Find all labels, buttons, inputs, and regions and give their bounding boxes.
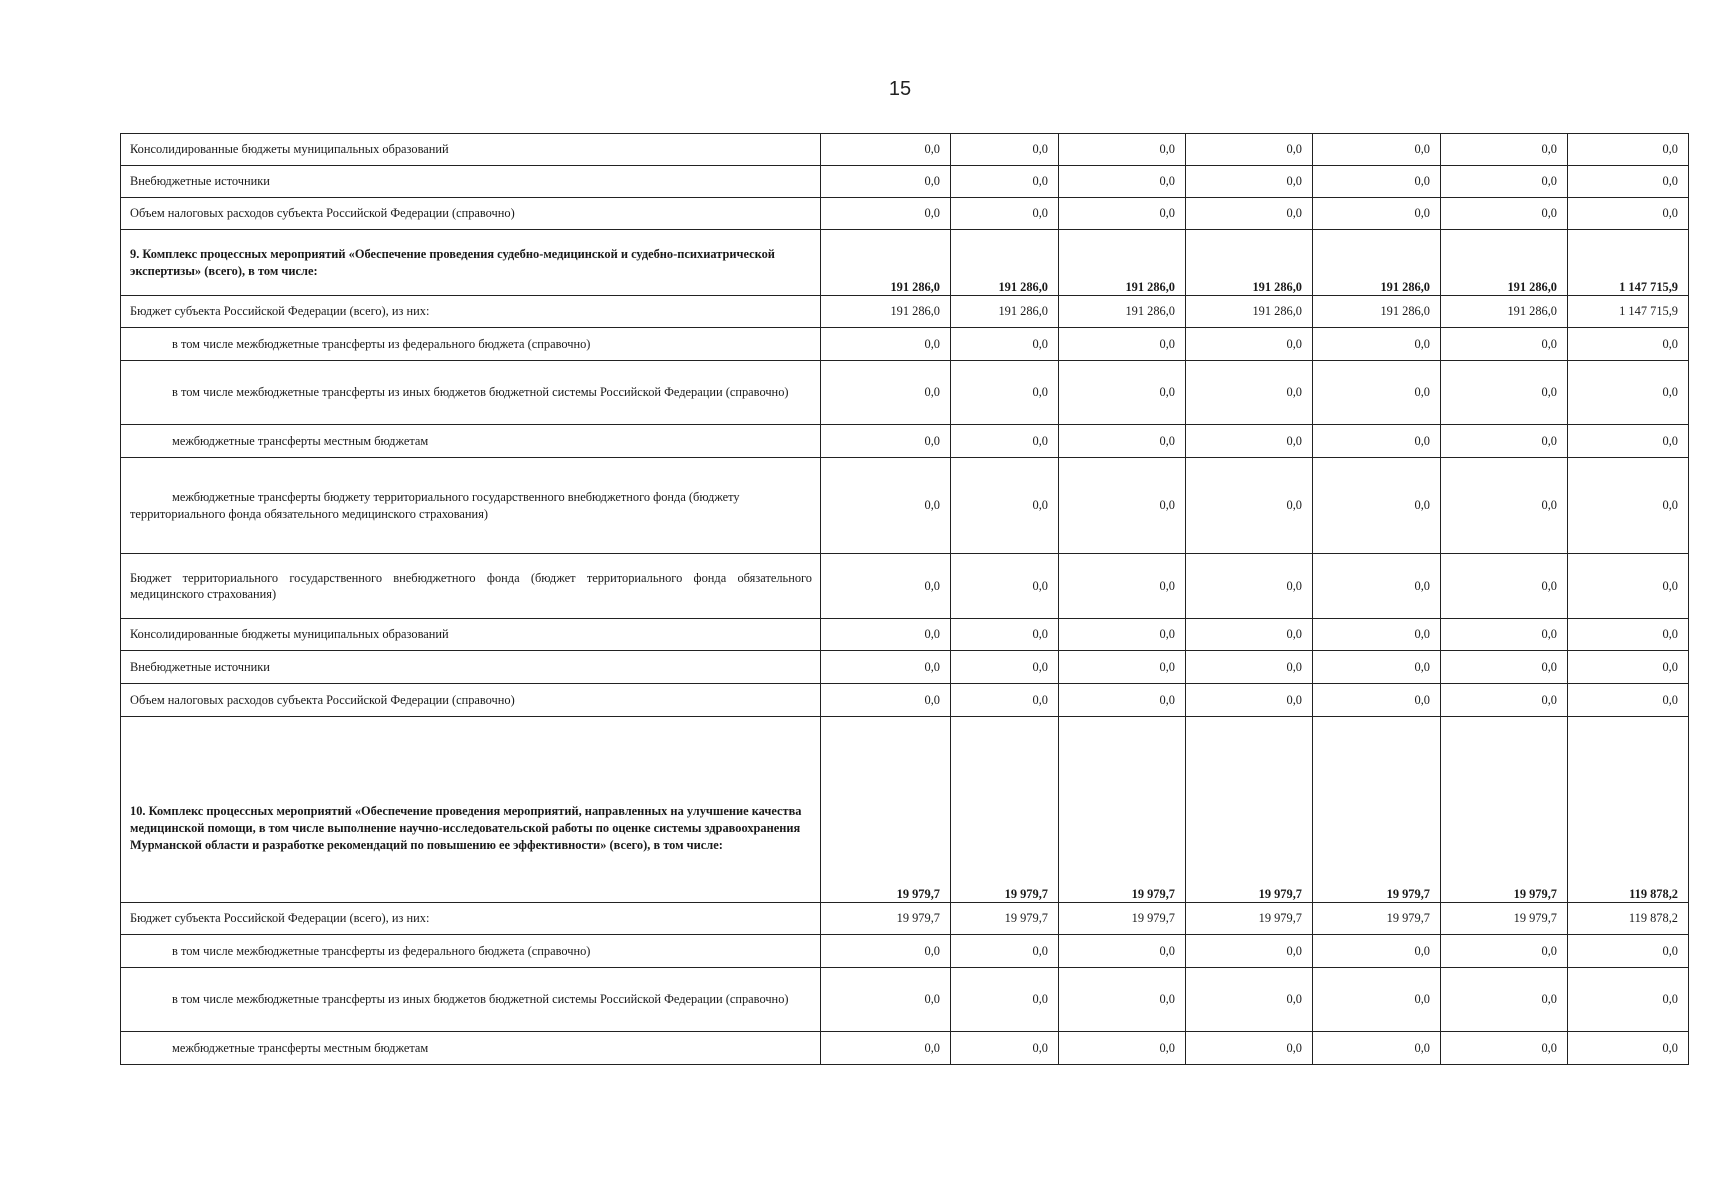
table-row	[121, 903, 1689, 935]
table-row	[121, 134, 1689, 166]
row-value: 0,0	[1186, 458, 1313, 554]
row-value: 19 979,7	[1441, 903, 1568, 935]
row-value: 0,0	[821, 968, 951, 1032]
row-value: 0,0	[1441, 619, 1568, 651]
row-total: 0,0	[1568, 684, 1689, 717]
row-value: 19 979,7	[1059, 717, 1186, 903]
row-value: 0,0	[951, 554, 1059, 619]
row-value: 0,0	[951, 328, 1059, 361]
row-value: 0,0	[1313, 684, 1441, 717]
table-row	[121, 684, 1689, 717]
row-value: 0,0	[951, 935, 1059, 968]
row-label: Консолидированные бюджеты муниципальных образований	[121, 134, 821, 166]
row-label: Консолидированные бюджеты муниципальных образований	[121, 619, 821, 651]
row-total: 119 878,2	[1568, 903, 1689, 935]
row-value: 191 286,0	[1441, 296, 1568, 328]
row-label: Бюджет субъекта Российской Федерации (всего), из них:	[121, 903, 821, 935]
row-value: 0,0	[821, 1032, 951, 1065]
row-value: 0,0	[1441, 425, 1568, 458]
row-value: 191 286,0	[821, 296, 951, 328]
row-value: 0,0	[1313, 198, 1441, 230]
row-value: 191 286,0	[1059, 230, 1186, 296]
row-value: 191 286,0	[1313, 230, 1441, 296]
table-row-section-total	[121, 717, 1689, 903]
row-value: 0,0	[1186, 1032, 1313, 1065]
row-total: 1 147 715,9	[1568, 296, 1689, 328]
row-value: 0,0	[821, 425, 951, 458]
row-label: межбюджетные трансферты бюджету территориального государственного внебюджетного фонда (бюджету территориального фонда обязательного медицинского страхования)	[121, 458, 821, 554]
row-value: 0,0	[1186, 166, 1313, 198]
row-value: 0,0	[1059, 361, 1186, 425]
row-value: 0,0	[1313, 458, 1441, 554]
row-value: 0,0	[951, 968, 1059, 1032]
table-row	[121, 198, 1689, 230]
row-value: 0,0	[821, 458, 951, 554]
row-value: 0,0	[1313, 554, 1441, 619]
row-total: 0,0	[1568, 554, 1689, 619]
table-row	[121, 425, 1689, 458]
row-value: 0,0	[1186, 651, 1313, 684]
row-value: 0,0	[1186, 619, 1313, 651]
row-value: 0,0	[821, 651, 951, 684]
row-value: 0,0	[1313, 968, 1441, 1032]
row-value: 0,0	[1059, 166, 1186, 198]
table-row	[121, 328, 1689, 361]
table-row	[121, 1032, 1689, 1065]
row-value: 0,0	[1186, 134, 1313, 166]
row-value: 19 979,7	[1186, 903, 1313, 935]
row-value: 0,0	[1059, 968, 1186, 1032]
row-value: 0,0	[1059, 619, 1186, 651]
row-value: 0,0	[1441, 684, 1568, 717]
table-row	[121, 554, 1689, 619]
row-value: 0,0	[1313, 328, 1441, 361]
row-value: 0,0	[951, 166, 1059, 198]
row-value: 19 979,7	[1313, 903, 1441, 935]
row-value: 0,0	[1059, 935, 1186, 968]
row-value: 0,0	[1441, 935, 1568, 968]
row-label: Внебюджетные источники	[121, 651, 821, 684]
table-row	[121, 296, 1689, 328]
page-number: 15	[888, 78, 912, 100]
row-value: 19 979,7	[1059, 903, 1186, 935]
row-value: 0,0	[1059, 554, 1186, 619]
row-value: 191 286,0	[1186, 296, 1313, 328]
row-value: 0,0	[1441, 968, 1568, 1032]
row-value: 0,0	[1441, 554, 1568, 619]
row-label: Объем налоговых расходов субъекта Российской Федерации (справочно)	[121, 684, 821, 717]
row-value: 191 286,0	[951, 230, 1059, 296]
row-value: 0,0	[1059, 458, 1186, 554]
row-label: в том числе межбюджетные трансферты из федерального бюджета (справочно)	[121, 935, 821, 968]
row-value: 0,0	[821, 935, 951, 968]
row-value: 0,0	[951, 1032, 1059, 1065]
row-label: в том числе межбюджетные трансферты из федерального бюджета (справочно)	[121, 328, 821, 361]
row-value: 0,0	[1059, 198, 1186, 230]
row-total: 0,0	[1568, 198, 1689, 230]
table-row	[121, 361, 1689, 425]
row-value: 0,0	[951, 619, 1059, 651]
row-value: 0,0	[951, 684, 1059, 717]
row-total: 0,0	[1568, 1032, 1689, 1065]
row-value: 19 979,7	[821, 903, 951, 935]
row-total: 0,0	[1568, 166, 1689, 198]
row-value: 191 286,0	[1059, 296, 1186, 328]
row-total: 0,0	[1568, 134, 1689, 166]
row-label: Объем налоговых расходов субъекта Российской Федерации (справочно)	[121, 198, 821, 230]
row-value: 0,0	[821, 134, 951, 166]
row-value: 0,0	[1313, 651, 1441, 684]
table-row	[121, 935, 1689, 968]
row-value: 19 979,7	[951, 903, 1059, 935]
row-value: 0,0	[1441, 134, 1568, 166]
row-value: 0,0	[951, 425, 1059, 458]
row-value: 0,0	[1186, 968, 1313, 1032]
row-value: 0,0	[951, 651, 1059, 684]
row-value: 0,0	[1313, 166, 1441, 198]
row-value: 19 979,7	[1186, 717, 1313, 903]
row-value: 0,0	[1441, 166, 1568, 198]
row-value: 19 979,7	[951, 717, 1059, 903]
budget-table	[120, 133, 1689, 1065]
row-total: 0,0	[1568, 935, 1689, 968]
row-value: 0,0	[1186, 684, 1313, 717]
row-value: 0,0	[1059, 651, 1186, 684]
row-value: 0,0	[1059, 425, 1186, 458]
table-row	[121, 166, 1689, 198]
row-value: 191 286,0	[1441, 230, 1568, 296]
row-value: 0,0	[1313, 619, 1441, 651]
row-value: 0,0	[951, 134, 1059, 166]
table-row	[121, 619, 1689, 651]
row-value: 0,0	[1313, 361, 1441, 425]
row-total: 0,0	[1568, 968, 1689, 1032]
row-value: 0,0	[1441, 198, 1568, 230]
row-value: 0,0	[821, 684, 951, 717]
row-value: 0,0	[1313, 935, 1441, 968]
row-value: 191 286,0	[821, 230, 951, 296]
row-value: 0,0	[1441, 1032, 1568, 1065]
row-value: 0,0	[821, 166, 951, 198]
row-value: 0,0	[1186, 328, 1313, 361]
row-value: 0,0	[1441, 328, 1568, 361]
row-value: 0,0	[1186, 198, 1313, 230]
row-total: 0,0	[1568, 458, 1689, 554]
row-value: 19 979,7	[1313, 717, 1441, 903]
row-label: Бюджет территориального государственного внебюджетного фонда (бюджет территориального фонда обязательного медицинского страхования)	[121, 554, 821, 619]
row-total: 0,0	[1568, 328, 1689, 361]
table-row-section-total	[121, 230, 1689, 296]
row-value: 0,0	[1441, 361, 1568, 425]
row-value: 0,0	[1186, 935, 1313, 968]
row-label: Внебюджетные источники	[121, 166, 821, 198]
row-value: 0,0	[821, 328, 951, 361]
row-value: 0,0	[1059, 1032, 1186, 1065]
section-title: 10. Комплекс процессных мероприятий «Обеспечение проведения мероприятий, направленных на улучшение качества медицинской помощи, в том числе выполнение научно-исследовательской работы по оценке системы здравоохранения Мурманской области и разработке рекомендаций по повышению ее эффективности» (всего), в том числе:	[121, 717, 821, 903]
row-label: межбюджетные трансферты местным бюджетам	[121, 425, 821, 458]
section-title: 9. Комплекс процессных мероприятий «Обеспечение проведения судебно-медицинской и судебно-психиатрической экспертизы» (всего), в том числе:	[121, 230, 821, 296]
row-value: 19 979,7	[1441, 717, 1568, 903]
row-value: 0,0	[951, 198, 1059, 230]
row-label: межбюджетные трансферты местным бюджетам	[121, 1032, 821, 1065]
row-value: 0,0	[821, 619, 951, 651]
table-row	[121, 458, 1689, 554]
row-value: 0,0	[1313, 134, 1441, 166]
row-value: 0,0	[821, 361, 951, 425]
row-total: 0,0	[1568, 619, 1689, 651]
row-value: 0,0	[951, 458, 1059, 554]
table-row	[121, 651, 1689, 684]
row-value: 0,0	[1313, 425, 1441, 458]
row-total: 1 147 715,9	[1568, 230, 1689, 296]
row-value: 0,0	[1441, 458, 1568, 554]
row-value: 19 979,7	[821, 717, 951, 903]
row-total: 119 878,2	[1568, 717, 1689, 903]
row-value: 0,0	[1059, 134, 1186, 166]
row-total: 0,0	[1568, 361, 1689, 425]
row-value: 0,0	[1186, 361, 1313, 425]
row-total: 0,0	[1568, 425, 1689, 458]
row-value: 0,0	[1313, 1032, 1441, 1065]
row-value: 191 286,0	[1313, 296, 1441, 328]
row-value: 0,0	[1441, 651, 1568, 684]
row-label: в том числе межбюджетные трансферты из иных бюджетов бюджетной системы Российской Федерации (справочно)	[121, 968, 821, 1032]
row-value: 0,0	[951, 361, 1059, 425]
row-label: Бюджет субъекта Российской Федерации (всего), из них:	[121, 296, 821, 328]
row-value: 191 286,0	[951, 296, 1059, 328]
row-value: 0,0	[1186, 425, 1313, 458]
row-value: 0,0	[1186, 554, 1313, 619]
row-value: 0,0	[821, 554, 951, 619]
row-value: 0,0	[1059, 328, 1186, 361]
row-value: 191 286,0	[1186, 230, 1313, 296]
row-label: в том числе межбюджетные трансферты из иных бюджетов бюджетной системы Российской Федерации (справочно)	[121, 361, 821, 425]
row-total: 0,0	[1568, 651, 1689, 684]
row-value: 0,0	[1059, 684, 1186, 717]
row-value: 0,0	[821, 198, 951, 230]
table-row	[121, 968, 1689, 1032]
